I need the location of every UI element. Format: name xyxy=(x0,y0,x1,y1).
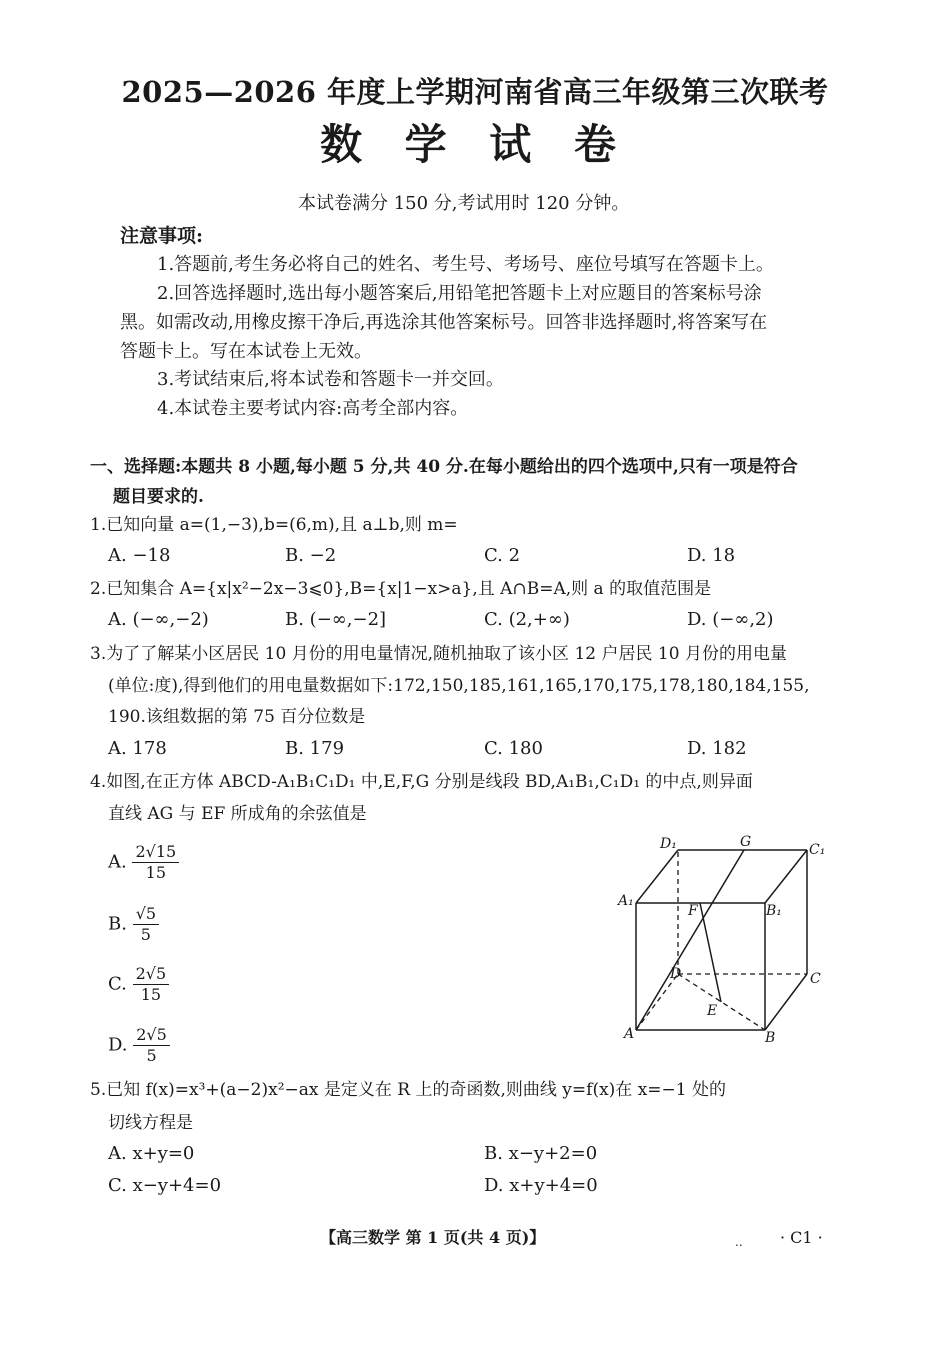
question-3-stem-cont: 190.该组数据的第 75 百分位数是 xyxy=(108,707,366,727)
q1-option-a: A. −18 xyxy=(108,545,171,566)
section-heading-cont: 题目要求的. xyxy=(113,487,204,507)
option-letter: B. xyxy=(108,913,127,935)
fraction-numerator: 2√15 xyxy=(132,842,179,863)
option-letter: A. xyxy=(108,851,127,873)
label-a1: A₁ xyxy=(618,893,634,909)
label-c: C xyxy=(810,971,821,987)
question-3-stem-cont: (单位:度),得到他们的用电量数据如下:172,150,185,161,165,170,175,178,180,184,155, xyxy=(108,676,810,696)
note-line: 3.考试结束后,将本试卷和答题卡一并交回。 xyxy=(157,369,504,390)
option-letter: D. xyxy=(108,1034,128,1056)
cube-figure xyxy=(610,830,830,1050)
fraction-denominator: 15 xyxy=(140,985,162,1004)
fraction-denominator: 15 xyxy=(145,863,167,882)
note-line: 2.回答选择题时,选出每小题答案后,用铅笔把答题卡上对应题目的答案标号涂 xyxy=(157,283,762,304)
fraction-numerator: 2√5 xyxy=(133,964,170,985)
label-g: G xyxy=(740,834,752,850)
label-a: A xyxy=(624,1026,635,1042)
q4-option-d xyxy=(108,1025,170,1066)
label-d: D xyxy=(670,966,682,982)
footer-code: · C1 · xyxy=(780,1228,823,1247)
q3-option-b: B. 179 xyxy=(285,738,345,759)
fraction-denominator: 5 xyxy=(146,1046,157,1065)
fraction-numerator: 2√5 xyxy=(133,1025,170,1046)
option-letter: C. xyxy=(108,973,127,995)
q3-option-c: C. 180 xyxy=(484,738,543,759)
q5-option-b: B. x−y+2=0 xyxy=(484,1143,598,1164)
question-4-stem: 4.如图,在正方体 ABCD-A₁B₁C₁D₁ 中,E,F,G 分别是线段 BD,A₁B₁,C₁D₁ 的中点,则异面 xyxy=(90,772,753,792)
q4-option-b xyxy=(108,904,159,945)
q3-option-d: D. 182 xyxy=(687,738,747,759)
edge-bc xyxy=(765,974,807,1030)
q2-option-c: C. (2,+∞) xyxy=(484,609,570,630)
edge-b1c1 xyxy=(765,850,807,903)
question-2-stem: 2.已知集合 A={x|x²−2x−3⩽0},B={x|1−x>a},且 A∩B=A,则 a 的取值范围是 xyxy=(90,579,712,599)
edge-a1d1 xyxy=(636,850,678,903)
exam-subject: 数 学 试 卷 xyxy=(320,120,630,169)
question-4-stem-cont: 直线 AG 与 EF 所成角的余弦值是 xyxy=(108,804,367,824)
note-line: 黑。如需改动,用橡皮擦干净后,再选涂其他答案标号。回答非选择题时,将答案写在 xyxy=(120,312,768,333)
fraction xyxy=(133,964,170,1005)
q2-option-d: D. (−∞,2) xyxy=(687,609,774,630)
question-5-stem: 5.已知 f(x)=x³+(a−2)x²−ax 是定义在 R 上的奇函数,则曲线 y=f(x)在 x=−1 处的 xyxy=(90,1080,726,1100)
label-f: F xyxy=(688,903,698,919)
page-footer: 【高三数学 第 1 页(共 4 页)】 xyxy=(320,1228,546,1247)
q2-option-a: A. (−∞,−2) xyxy=(108,609,209,630)
q1-option-d: D. 18 xyxy=(687,545,736,566)
segment-db-hidden xyxy=(678,974,765,1030)
q5-option-a: A. x+y=0 xyxy=(108,1143,195,1164)
q4-option-c xyxy=(108,964,169,1005)
note-line: 答题卡上。写在本试卷上无效。 xyxy=(120,341,372,362)
question-1-stem: 1.已知向量 a=(1,−3),b=(6,m),且 a⊥b,则 m= xyxy=(90,515,458,535)
q1-option-b: B. −2 xyxy=(285,545,337,566)
label-e: E xyxy=(707,1003,718,1019)
q5-option-c: C. x−y+4=0 xyxy=(108,1175,222,1196)
note-line: 1.答题前,考生务必将自己的姓名、考生号、考场号、座位号填写在答题卡上。 xyxy=(157,254,774,275)
segment-fe xyxy=(700,903,721,1002)
label-c1: C₁ xyxy=(809,842,826,858)
q5-option-d: D. x+y+4=0 xyxy=(484,1175,598,1196)
fraction-denominator: 5 xyxy=(140,925,151,944)
label-d1: D₁ xyxy=(660,836,677,852)
note-line: 4.本试卷主要考试内容:高考全部内容。 xyxy=(157,398,469,419)
label-b: B xyxy=(765,1030,776,1046)
q2-option-b: B. (−∞,−2] xyxy=(285,609,387,630)
segment-ag xyxy=(636,850,744,1030)
section-heading: 一、选择题:本题共 8 小题,每小题 5 分,共 40 分.在每小题给出的四个选项中,只有一项是符合 xyxy=(90,457,798,477)
question-5-stem-cont: 切线方程是 xyxy=(108,1113,193,1133)
fraction xyxy=(132,842,179,883)
q3-option-a: A. 178 xyxy=(108,738,167,759)
label-b1: B₁ xyxy=(766,903,782,919)
fraction-numerator: √5 xyxy=(133,904,159,925)
q4-option-a xyxy=(108,842,179,883)
edge-ad-hidden xyxy=(636,974,678,1030)
q1-option-c: C. 2 xyxy=(484,545,521,566)
footer-dots: .. xyxy=(735,1235,743,1249)
question-3-stem: 3.为了了解某小区居民 10 月份的用电量情况,随机抽取了该小区 12 户居民 10 月份的用电量 xyxy=(90,644,787,664)
fraction xyxy=(133,904,159,945)
exam-title: 2025—2026 年度上学期河南省高三年级第三次联考 xyxy=(121,75,829,109)
exam-intro: 本试卷满分 150 分,考试用时 120 分钟。 xyxy=(298,193,630,214)
fraction xyxy=(133,1025,170,1066)
notes-heading: 注意事项: xyxy=(120,225,204,247)
